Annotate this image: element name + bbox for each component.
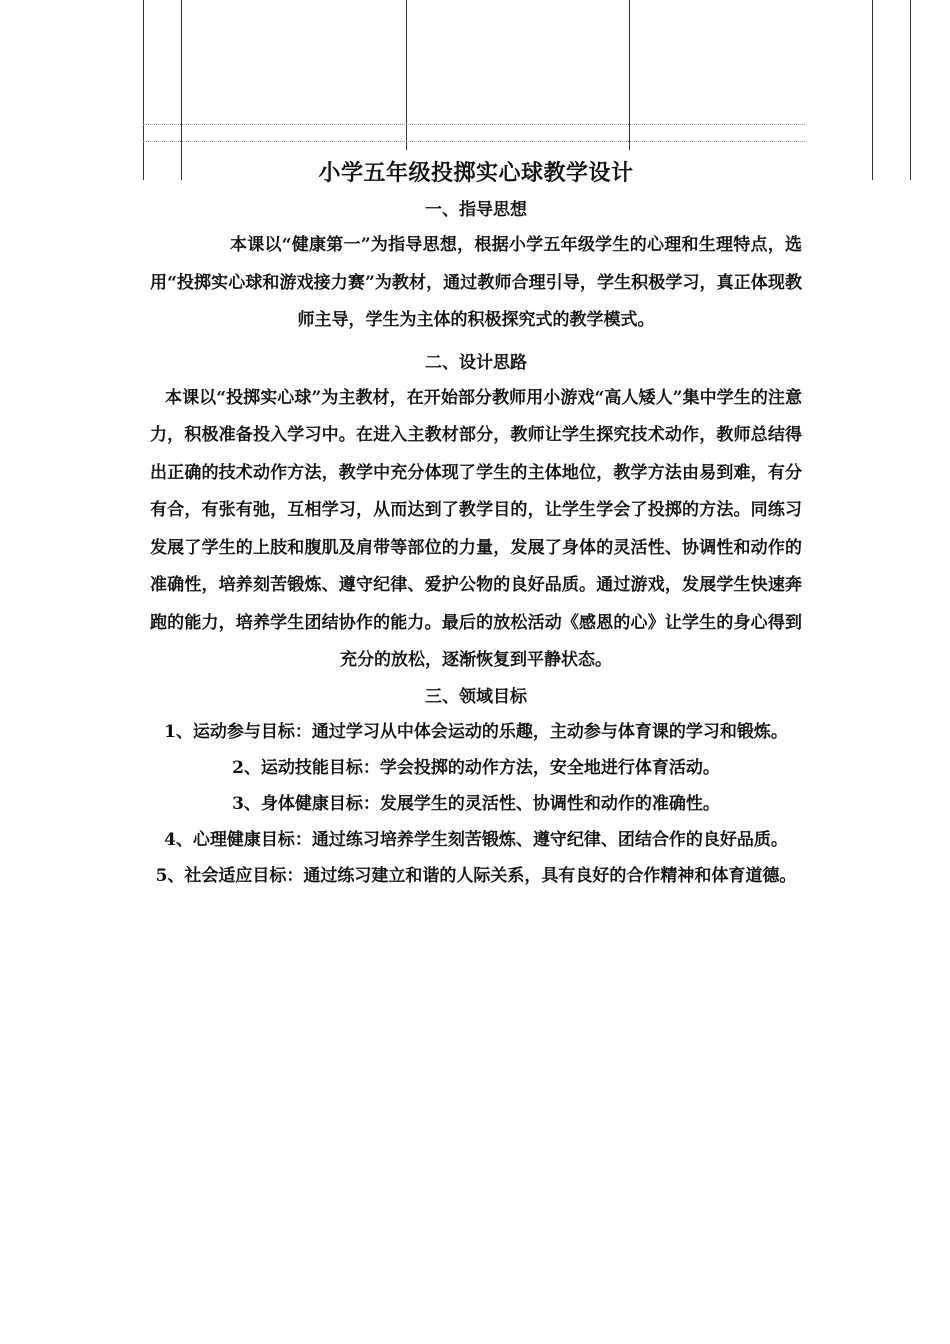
table-dotted-rule-1: [143, 124, 805, 125]
section-heading-guiding-thought: 一、指导思想: [425, 200, 527, 220]
table-border-right-inner: [872, 0, 873, 180]
goal-item: 3、身体健康目标：发展学生的灵活性、协调性和动作的准确性。: [232, 793, 720, 814]
goal-item: 2、运动技能目标：学会投掷的动作方法，安全地进行体育活动。: [232, 757, 720, 778]
document-body: [150, 156, 802, 894]
section-body-design-idea: 本课以“投掷实心球”为主教材，在开始部分教师用小游戏“高人矮人”集中学生的注意力，积极准备投入学习中。在进入主教材部分，教师让学生探究技术动作，教师总结得出正确的技术动作方法，教学中充分体现了学生的主体地位，教学方法由易到难，有分有合，有张有弛，互相学习，从而达到了教学目的，让学生学会了投掷的方法。同练习发展了学生的上肢和腹肌及肩带等部位的力量，发展了身体的灵活性、协调性和动作的准确性，培养刻苦锻炼、遵守纪律、爱护公物的良好品质。通过游戏，发展学生快速奔跑的能力，培养学生团结协作的能力。最后的放松活动《感恩的心》让学生的身心得到充分的放松，逐渐恢复到平静状态。: [150, 387, 802, 670]
table-border-left-outer: [143, 0, 144, 180]
table-border-mid-1: [406, 0, 407, 150]
goal-item: 5、社会适应目标：通过练习建立和谐的人际关系，具有良好的合作精神和体育道德。: [155, 865, 797, 886]
table-border-mid-2: [629, 0, 630, 150]
goal-item: 1、运动参与目标：通过学习从中体会运动的乐趣，主动参与体育课的学习和锻炼。: [164, 721, 788, 742]
table-border-left-inner: [181, 0, 182, 180]
section-body-guiding-thought: 本课以“健康第一”为指导思想，根据小学五年级学生的心理和生理特点，选用“投掷实心球和游戏接力赛”为教材，通过教师合理引导，学生积极学习，真正体现教师主导，学生为主体的积极探究式的教学模式。: [150, 235, 802, 330]
section-heading-design-idea: 二、设计思路: [425, 352, 527, 373]
section-heading-domain-goals: 三、领域目标: [425, 686, 527, 707]
table-dotted-rule-2: [143, 141, 805, 142]
goal-item: 4、心理健康目标：通过练习培养学生刻苦锻炼、遵守纪律、团结合作的良好品质。: [164, 829, 788, 850]
document-title: 小学五年级投掷实心球教学设计: [318, 160, 634, 186]
table-border-right-outer: [910, 0, 911, 180]
